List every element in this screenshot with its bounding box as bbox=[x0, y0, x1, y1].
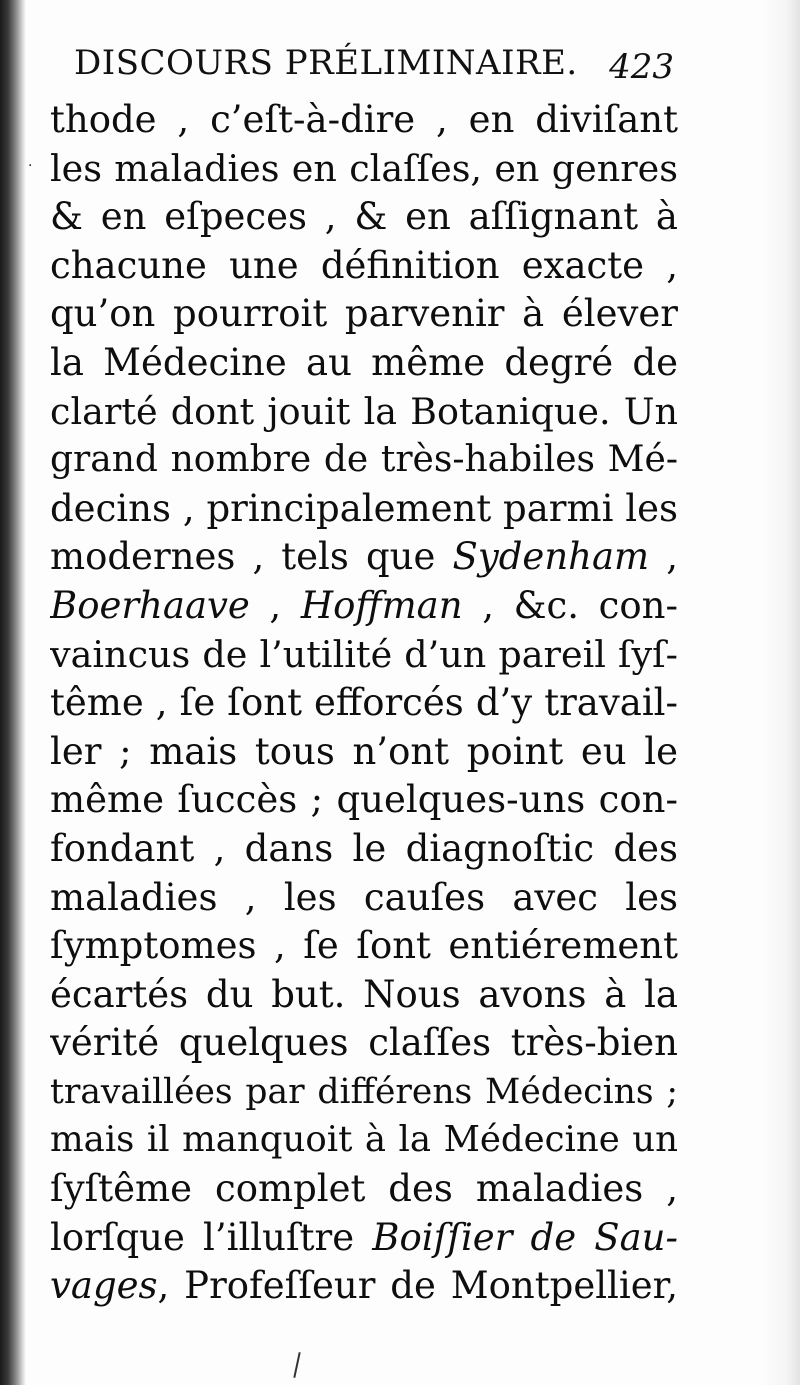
text-line: vaincus de l’utilité d’un pareil ſyſ- bbox=[50, 632, 678, 676]
text-fragment: , bbox=[649, 535, 678, 579]
text-line: les maladies en claſſes, en genres bbox=[50, 146, 678, 190]
text-fragment: , Profeſſeur de Montpellier, bbox=[157, 1264, 678, 1308]
text-fragment: , &c. con- bbox=[462, 583, 678, 627]
italic-name-sydenham: Sydenham bbox=[452, 535, 650, 579]
italic-name-boerhaave: Boerhaave bbox=[50, 583, 250, 627]
text-fragment: modernes , tels que bbox=[50, 535, 453, 579]
page-header bbox=[74, 38, 674, 88]
body-text bbox=[50, 96, 678, 1311]
text-line: & en eſpeces , & en aſſignant à bbox=[50, 195, 678, 239]
text-line: decins , principalement parmi les bbox=[50, 486, 678, 530]
text-line: qu’on pourroit parvenir à élever bbox=[50, 292, 678, 336]
text-fragment: , bbox=[249, 583, 301, 627]
text-line bbox=[50, 533, 678, 582]
text-line: travaillées par différens Médecins ; bbox=[50, 1071, 678, 1112]
page-edge-shadow bbox=[760, 0, 800, 1385]
text-line: ſyſtême complet des maladies , bbox=[50, 1167, 678, 1211]
binding-gutter bbox=[0, 0, 26, 1385]
text-line: maladies , les cauſes avec les bbox=[50, 875, 678, 919]
text-line: vérité quelques claſſes très-bien bbox=[50, 1021, 678, 1065]
text-line: thode , c’eſt-à-dire , en diviſant bbox=[50, 98, 678, 141]
text-line: fondant , dans le diagnoſtic des bbox=[50, 826, 678, 870]
text-line: ler ; mais tous n’ont point eu le bbox=[50, 729, 678, 773]
text-line: tême , ſe ſont efforcés d’y travail- bbox=[50, 681, 678, 725]
stray-ink-stroke bbox=[293, 1352, 300, 1378]
running-head: DISCOURS PRÉLIMINAIRE. bbox=[74, 43, 578, 83]
text-line: mais il manquoit à la Médecine un bbox=[50, 1119, 678, 1161]
text-line: ſymptomes , ſe ſont entiérement bbox=[50, 924, 678, 968]
text-line bbox=[50, 582, 678, 631]
text-line: la Médecine au même degré de bbox=[50, 340, 678, 384]
text-line bbox=[50, 1262, 678, 1311]
page-number: 423 bbox=[609, 47, 674, 87]
text-line bbox=[50, 1214, 678, 1263]
italic-name-sauvages-end: vages bbox=[50, 1264, 158, 1308]
stray-ink-mark: · bbox=[28, 158, 33, 174]
italic-name-hoffman: Hoffman bbox=[300, 583, 463, 627]
text-line: grand nombre de très-habiles Mé- bbox=[50, 439, 678, 481]
text-line: clarté dont jouit la Botanique. Un bbox=[50, 389, 678, 433]
text-fragment: lorſque l’illuſtre bbox=[50, 1215, 373, 1259]
text-line: même ſuccès ; quelques-uns con- bbox=[50, 778, 678, 822]
text-line: écartés du but. Nous avons à la bbox=[50, 972, 678, 1016]
text-line: chacune une définition exacte , bbox=[50, 243, 678, 287]
italic-name-sauvages: Boiſſier de Sau- bbox=[372, 1215, 678, 1259]
